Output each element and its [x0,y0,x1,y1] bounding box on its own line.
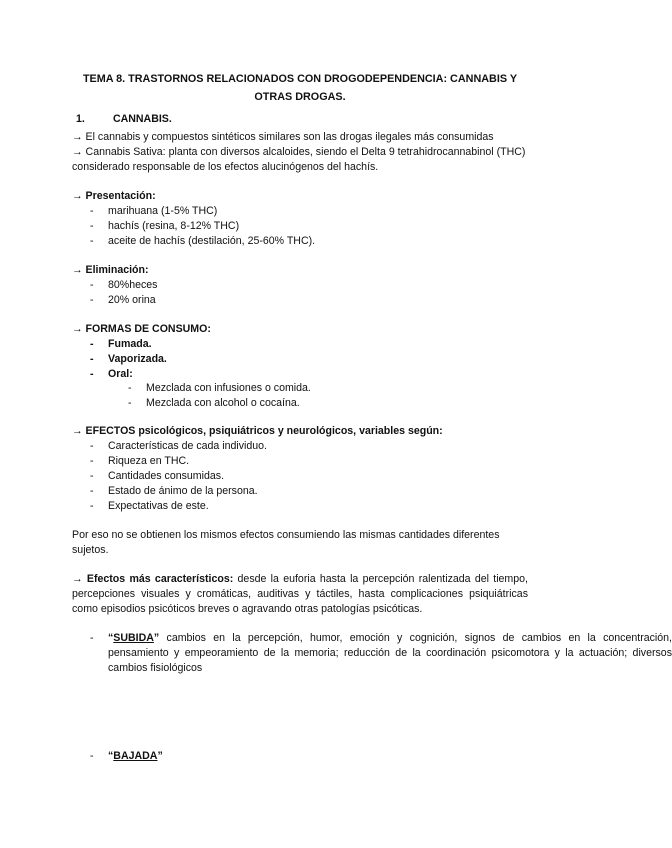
section-heading [72,112,528,127]
bajada-item: - “BAJADA” [90,750,163,762]
list-item: - Estado de ánimo de la persona. [72,484,528,499]
list-item: - 20% orina [72,293,528,308]
list-item: - Fumada. [72,337,528,352]
subida-item: - “SUBIDA” cambios en la percepción, humor, emoción y cognición, signos de cambios en la concentración, pensamiento y empeoramiento de la memoria; reducción de la coordinación psicomotora y la actuación; diversos cambios fisiológicos [90,632,672,674]
section-title: CANNABIS. [112,113,172,125]
list-item: - hachís (resina, 8-12% THC) [72,219,528,234]
efectos-list [72,439,528,514]
list-item: - Características de cada individuo. [72,439,528,454]
list-item: - aceite de hachís (destilación, 25-60% THC). [72,234,528,249]
list-item: - Expectativas de este. [72,499,528,514]
subida-close-quote: ” [153,632,160,644]
document-title: TEMA 8. TRASTORNOS RELACIONADOS CON DROGODEPENDENCIA: CANNABIS Y OTRAS DROGAS. [82,73,518,103]
caracteristicos-label: Efectos más característicos: [86,573,234,585]
arrow-glyph: → [72,573,83,585]
subida-open-quote: “ [108,632,114,644]
list-item: - Riqueza en THC. [72,454,528,469]
presentacion-list [72,204,528,249]
bajada-close-quote: ” [157,750,163,762]
subida-label: SUBIDA [113,632,154,644]
caracteristicos-text: desde la euforia hasta la percepción ralentizada del tiempo, percepciones visuales y cromáticas, auditivas y táctiles, hasta complicaciones psiquiátricas como episodios psicóticos breves o agravando otras patologías psicóticas. [72,573,528,615]
intro-line-1: → El cannabis y compuestos sintéticos similares son las drogas ilegales más consumidas [72,131,494,143]
bajada-label: BAJADA [113,750,158,762]
list-item: - marihuana (1-5% THC) [72,204,528,219]
bajada-open-quote: “ [108,750,114,762]
efectos-heading: → EFECTOS psicológicos, psiquiátricos y neurológicos, variables según: [72,425,443,437]
list-item: - 80%heces [72,278,528,293]
list-item: - Mezclada con infusiones o comida. [72,381,528,396]
list-item: - Vaporizada. [72,352,528,367]
intro-line-2: → Cannabis Sativa: planta con diversos alcaloides, siendo el Delta 9 tetrahidrocannabinol (THC) considerado responsable de los efectos alucinógenos del hachís. [72,146,526,173]
caracteristicos-paragraph [72,572,528,617]
presentacion-heading: → Presentación: [72,190,156,202]
section-number: 1. [76,113,85,125]
list-item: - Oral: [72,367,528,382]
list-item: - Mezclada con alcohol o cocaína. [72,396,528,411]
conclusion-paragraph: Por eso no se obtienen los mismos efectos consumiendo las mismas cantidades diferentes sujetos. [72,529,500,556]
formas-heading: → FORMAS DE CONSUMO: [72,323,211,335]
list-item: - Cantidades consumidas. [72,469,528,484]
eliminacion-heading: → Eliminación: [72,264,149,276]
formas-list [72,337,528,382]
eliminacion-list [72,278,528,308]
subida-text: cambios en la percepción, humor, emoción y cognición, signos de cambios en la concentración, pensamiento y empeoramiento de la memoria; reducción de la coordinación psicomotora y la actuación; diversos cambios fisiológicos [108,632,672,674]
oral-sublist [72,381,528,411]
